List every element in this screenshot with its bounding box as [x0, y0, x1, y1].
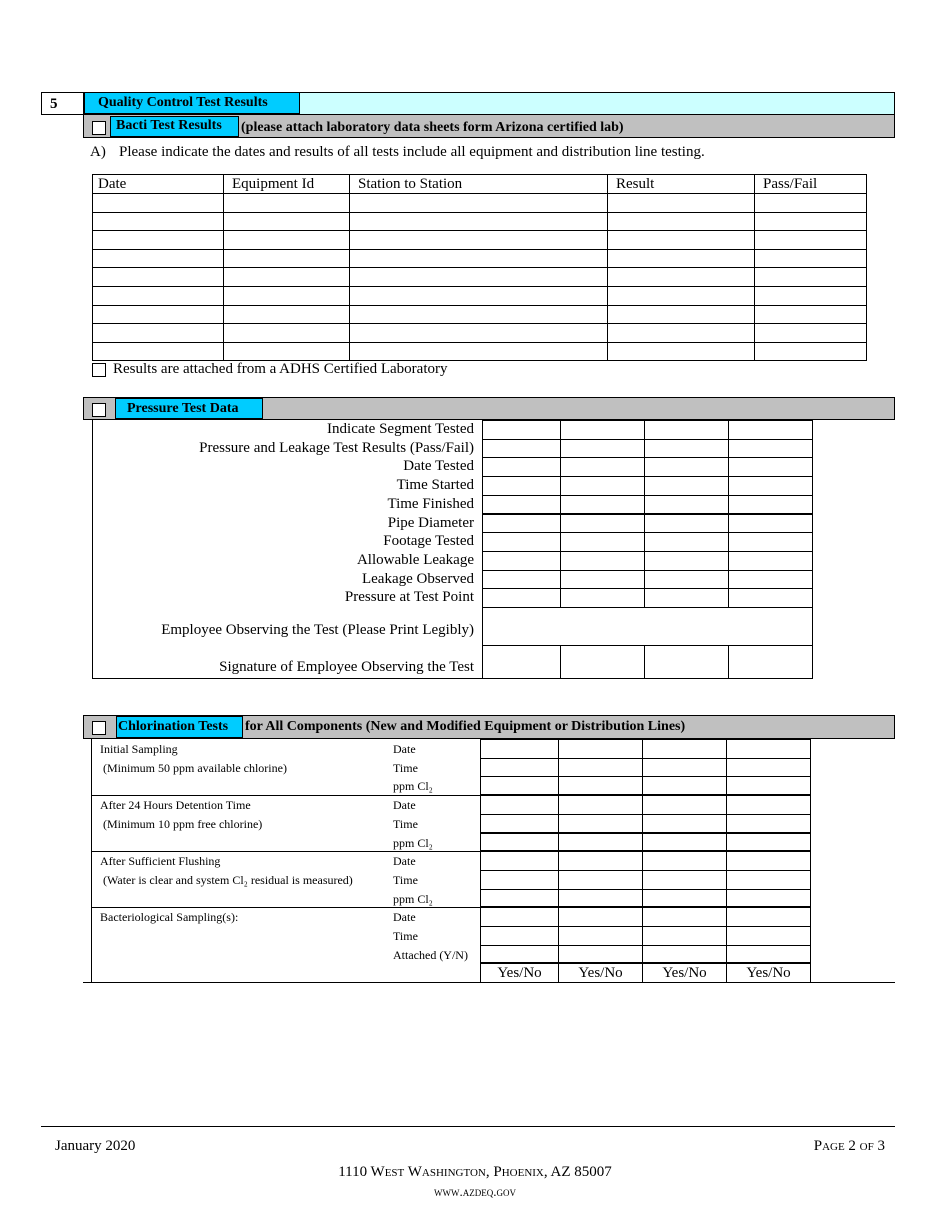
table-cell[interactable] — [224, 212, 350, 231]
table-row — [93, 231, 867, 250]
chlorination-cell[interactable] — [726, 776, 811, 796]
table-row — [93, 305, 867, 324]
pressure-title: Pressure Test Data — [115, 398, 263, 419]
chlorination-group-divider — [91, 907, 481, 908]
pressure-cell[interactable] — [728, 439, 813, 459]
chlorination-cell[interactable] — [480, 758, 559, 778]
table-cell[interactable] — [350, 286, 608, 305]
bacti-checkbox[interactable] — [92, 121, 106, 135]
chlorination-cell[interactable] — [480, 926, 559, 946]
chlorination-cell[interactable] — [558, 795, 643, 815]
chlorination-cell[interactable] — [558, 889, 643, 909]
chlorination-field-label: Time — [393, 816, 418, 831]
pressure-row-label: Allowable Leakage — [356, 551, 474, 568]
table-cell[interactable] — [755, 231, 867, 250]
table-cell[interactable] — [755, 305, 867, 324]
chlorination-cell[interactable] — [558, 758, 643, 778]
pressure-cell[interactable] — [560, 588, 645, 608]
chlorination-cell[interactable] — [726, 795, 811, 815]
pressure-cell[interactable] — [728, 570, 813, 590]
signature-cell[interactable] — [482, 645, 561, 679]
pressure-cell[interactable] — [644, 514, 729, 534]
chlorination-cell[interactable] — [480, 889, 559, 909]
chlorination-title: Chlorination Tests — [116, 716, 243, 738]
chlorination-cell[interactable] — [480, 814, 559, 834]
chlorination-field-label: ppm Cl₂ — [393, 891, 433, 906]
pressure-cell[interactable] — [482, 476, 561, 496]
chlorination-field-label: Date — [393, 910, 416, 925]
column-header: Station to Station — [350, 175, 608, 194]
pressure-cell[interactable] — [482, 570, 561, 590]
pressure-row-label: Indicate Segment Tested — [327, 421, 474, 437]
table-cell[interactable] — [224, 249, 350, 268]
section-title: Quality Control Test Results — [84, 92, 300, 114]
table-cell[interactable] — [224, 231, 350, 250]
pressure-cell[interactable] — [644, 420, 729, 440]
pressure-row-label: Date Tested — [403, 458, 474, 475]
table-cell[interactable] — [350, 324, 608, 343]
table-cell[interactable] — [224, 324, 350, 343]
table-cell[interactable] — [608, 249, 755, 268]
pressure-cell[interactable] — [482, 457, 561, 477]
footer-rule — [41, 1126, 895, 1127]
pressure-cell[interactable] — [644, 457, 729, 477]
pressure-cell[interactable] — [728, 457, 813, 477]
chlorination-field-label: Date — [393, 798, 416, 813]
chlorination-cell[interactable] — [558, 870, 643, 890]
pressure-cell[interactable] — [728, 476, 813, 496]
pressure-cell[interactable] — [728, 514, 813, 534]
table-cell[interactable] — [350, 268, 608, 287]
table-row — [93, 212, 867, 231]
chlorination-cell[interactable] — [480, 907, 559, 927]
employee-name-input[interactable] — [482, 607, 813, 646]
pressure-row-label: Pipe Diameter — [387, 514, 474, 531]
chlorination-field-label: ppm Cl₂ — [393, 835, 433, 850]
chlorination-group-label: Bacteriological Sampling(s): — [100, 910, 239, 925]
table-row — [93, 286, 867, 305]
chlorination-field-label: Attached (Y/N) — [393, 947, 468, 962]
table-cell[interactable] — [350, 342, 608, 361]
chlorination-group-label: After 24 Hours Detention Time — [100, 798, 251, 813]
signature-cell[interactable] — [644, 645, 729, 679]
table-cell[interactable] — [608, 268, 755, 287]
pressure-row-label: Time Finished — [387, 495, 474, 512]
pressure-cell[interactable] — [482, 495, 561, 515]
footer-date: January 2020 — [55, 1138, 136, 1154]
pressure-row-label: Leakage Observed — [361, 570, 474, 587]
chlorination-group-divider — [91, 795, 481, 796]
table-cell[interactable] — [93, 194, 224, 213]
chlorination-cell[interactable] — [726, 889, 811, 909]
chlorination-cell[interactable] — [642, 851, 727, 871]
table-row — [93, 268, 867, 287]
table-cell[interactable] — [608, 194, 755, 213]
table-cell[interactable] — [93, 324, 224, 343]
bacti-table — [92, 174, 867, 361]
chlorination-cell[interactable] — [558, 833, 643, 853]
pressure-cell[interactable] — [560, 532, 645, 552]
results-attached-checkbox[interactable] — [92, 363, 106, 377]
table-row — [93, 194, 867, 213]
pressure-cell[interactable] — [560, 420, 645, 440]
pressure-cell[interactable] — [482, 551, 561, 571]
pressure-cell[interactable] — [482, 532, 561, 552]
pressure-cell[interactable] — [482, 514, 561, 534]
pressure-checkbox[interactable] — [92, 403, 106, 417]
bacti-title: Bacti Test Results — [110, 116, 239, 137]
table-cell[interactable] — [608, 324, 755, 343]
chlorination-cell[interactable] — [558, 814, 643, 834]
pressure-cell[interactable] — [482, 588, 561, 608]
chlorination-cell[interactable] — [480, 870, 559, 890]
pressure-row-label: Pressure at Test Point — [344, 589, 474, 606]
table-cell[interactable] — [224, 342, 350, 361]
chlorination-cell[interactable] — [642, 945, 727, 965]
chlorination-title-rest: for All Components (New and Modified Equipment or Distribution Lines) — [245, 719, 686, 734]
table-cell[interactable] — [93, 342, 224, 361]
signature-label: Signature of Employee Observing the Test — [219, 659, 474, 675]
chlorination-cell[interactable] — [726, 851, 811, 871]
chlorination-cell[interactable] — [642, 795, 727, 815]
pressure-cell[interactable] — [644, 570, 729, 590]
pressure-cell[interactable] — [728, 420, 813, 440]
bacti-instruction: Please indicate the dates and results of all tests include all equipment and distribution line testing. — [119, 144, 705, 160]
chlorination-cell[interactable] — [642, 833, 727, 853]
table-cell[interactable] — [608, 305, 755, 324]
chlorination-cell[interactable] — [642, 889, 727, 909]
table-row — [93, 249, 867, 268]
employee-label: Employee Observing the Test (Please Print Legibly) — [161, 622, 474, 638]
pressure-cell[interactable] — [560, 495, 645, 515]
chlorination-cell[interactable] — [726, 945, 811, 965]
pressure-cell[interactable] — [560, 514, 645, 534]
chlorination-cell[interactable] — [558, 945, 643, 965]
chlorination-group-divider — [91, 851, 481, 852]
table-cell[interactable] — [224, 286, 350, 305]
table-cell[interactable] — [755, 268, 867, 287]
table-cell[interactable] — [93, 212, 224, 231]
table-cell[interactable] — [608, 286, 755, 305]
chlorination-cell[interactable] — [642, 776, 727, 796]
column-header: Pass/Fail — [755, 175, 867, 194]
yes-no-cell[interactable]: Yes/No — [642, 963, 727, 983]
pressure-row-label: Footage Tested — [383, 533, 474, 550]
pressure-cell[interactable] — [560, 551, 645, 571]
table-cell[interactable] — [93, 305, 224, 324]
bacti-header-row — [93, 175, 867, 194]
column-header: Result — [608, 175, 755, 194]
column-header: Date — [93, 175, 224, 194]
chlorination-cell[interactable] — [642, 758, 727, 778]
chlorination-cell[interactable] — [558, 907, 643, 927]
table-cell[interactable] — [93, 249, 224, 268]
chlorination-cell[interactable] — [558, 851, 643, 871]
chlorination-group-label: Initial Sampling — [100, 742, 178, 756]
chlorination-cell[interactable] — [642, 814, 727, 834]
pressure-cell[interactable] — [482, 420, 561, 440]
chlorination-field-label: Time — [393, 929, 418, 943]
table-cell[interactable] — [608, 212, 755, 231]
chlorination-cell[interactable] — [726, 926, 811, 946]
table-cell[interactable] — [93, 268, 224, 287]
pressure-cell[interactable] — [560, 439, 645, 459]
column-header: Equipment Id — [224, 175, 350, 194]
table-cell[interactable] — [93, 286, 224, 305]
chlorination-group-note: (Minimum 10 ppm free chlorine) — [103, 816, 263, 831]
table-cell[interactable] — [350, 249, 608, 268]
chlorination-cell[interactable] — [642, 926, 727, 946]
chlorination-checkbox[interactable] — [92, 721, 106, 735]
chlorination-cell[interactable] — [480, 833, 559, 853]
footer-page: Page 2 of 3 — [813, 1138, 885, 1154]
chlorination-cell[interactable] — [726, 833, 811, 853]
pressure-cell[interactable] — [728, 532, 813, 552]
chlorination-field-label: Time — [393, 872, 418, 887]
chlorination-cell[interactable] — [558, 739, 643, 759]
table-row — [93, 342, 867, 361]
chlorination-cell[interactable] — [726, 758, 811, 778]
footer-address: 1110 West Washington, Phoenix, AZ 85007 — [338, 1164, 612, 1180]
yes-no-cell[interactable]: Yes/No — [558, 963, 643, 983]
chlorination-group-label: After Sufficient Flushing — [100, 854, 221, 869]
table-cell[interactable] — [93, 231, 224, 250]
chlorination-cell[interactable] — [480, 851, 559, 871]
pressure-cell[interactable] — [644, 439, 729, 459]
chlorination-cell[interactable] — [480, 776, 559, 796]
chlorination-cell[interactable] — [726, 870, 811, 890]
table-cell[interactable] — [224, 268, 350, 287]
table-cell[interactable] — [608, 231, 755, 250]
pressure-cell[interactable] — [644, 532, 729, 552]
yes-no-cell[interactable]: Yes/No — [726, 963, 811, 983]
bacti-instruction-marker: A) — [90, 144, 106, 160]
table-cell[interactable] — [755, 249, 867, 268]
table-cell[interactable] — [755, 194, 867, 213]
table-row — [93, 324, 867, 343]
chlorination-group-note: (Water is clear and system Cl₂ residual is measured) — [103, 872, 353, 887]
chlorination-field-label: Date — [393, 742, 416, 756]
pressure-cell[interactable] — [560, 476, 645, 496]
chlorination-field-label: Time — [393, 760, 418, 775]
pressure-cell[interactable] — [728, 495, 813, 515]
chlorination-field-label: ppm Cl₂ — [393, 779, 433, 794]
pressure-cell[interactable] — [482, 439, 561, 459]
pressure-cell[interactable] — [560, 457, 645, 477]
table-cell[interactable] — [350, 305, 608, 324]
results-attached-label: Results are attached from a ADHS Certified Laboratory — [113, 361, 448, 377]
chlorination-cell[interactable] — [642, 870, 727, 890]
table-cell[interactable] — [350, 194, 608, 213]
chlorination-cell[interactable] — [642, 907, 727, 927]
chlorination-cell[interactable] — [726, 739, 811, 759]
pressure-cell[interactable] — [644, 495, 729, 515]
chlorination-group-note: (Minimum 50 ppm available chlorine) — [103, 760, 287, 775]
chlorination-cell[interactable] — [558, 776, 643, 796]
table-cell[interactable] — [350, 231, 608, 250]
pressure-cell[interactable] — [644, 588, 729, 608]
chlorination-cell[interactable] — [726, 814, 811, 834]
table-cell[interactable] — [350, 212, 608, 231]
table-cell[interactable] — [224, 305, 350, 324]
section-number-box — [41, 92, 83, 115]
pressure-cell[interactable] — [644, 551, 729, 571]
table-cell[interactable] — [224, 194, 350, 213]
yes-no-cell[interactable]: Yes/No — [480, 963, 559, 983]
chlorination-cell[interactable] — [480, 945, 559, 965]
chlorination-field-label: Date — [393, 854, 416, 869]
table-cell[interactable] — [608, 342, 755, 361]
pressure-cell[interactable] — [728, 588, 813, 608]
chlorination-cell[interactable] — [726, 907, 811, 927]
bacti-note: (please attach laboratory data sheets form Arizona certified lab) — [241, 120, 624, 135]
chlorination-cell[interactable] — [480, 739, 559, 759]
table-cell[interactable] — [755, 286, 867, 305]
chlorination-cell[interactable] — [480, 795, 559, 815]
footer-website: www.azdeq.gov — [434, 1184, 516, 1199]
pressure-cell[interactable] — [728, 551, 813, 571]
signature-cell[interactable] — [728, 645, 813, 679]
pressure-cell[interactable] — [644, 476, 729, 496]
table-cell[interactable] — [755, 212, 867, 231]
chlorination-cell[interactable] — [558, 926, 643, 946]
pressure-row-label: Pressure and Leakage Test Results (Pass/Fail) — [199, 439, 474, 456]
table-cell[interactable] — [755, 342, 867, 361]
pressure-cell[interactable] — [560, 570, 645, 590]
pressure-row-label: Time Started — [396, 477, 474, 494]
section-number: 5 — [50, 96, 58, 112]
chlorination-cell[interactable] — [642, 739, 727, 759]
signature-cell[interactable] — [560, 645, 645, 679]
table-cell[interactable] — [755, 324, 867, 343]
